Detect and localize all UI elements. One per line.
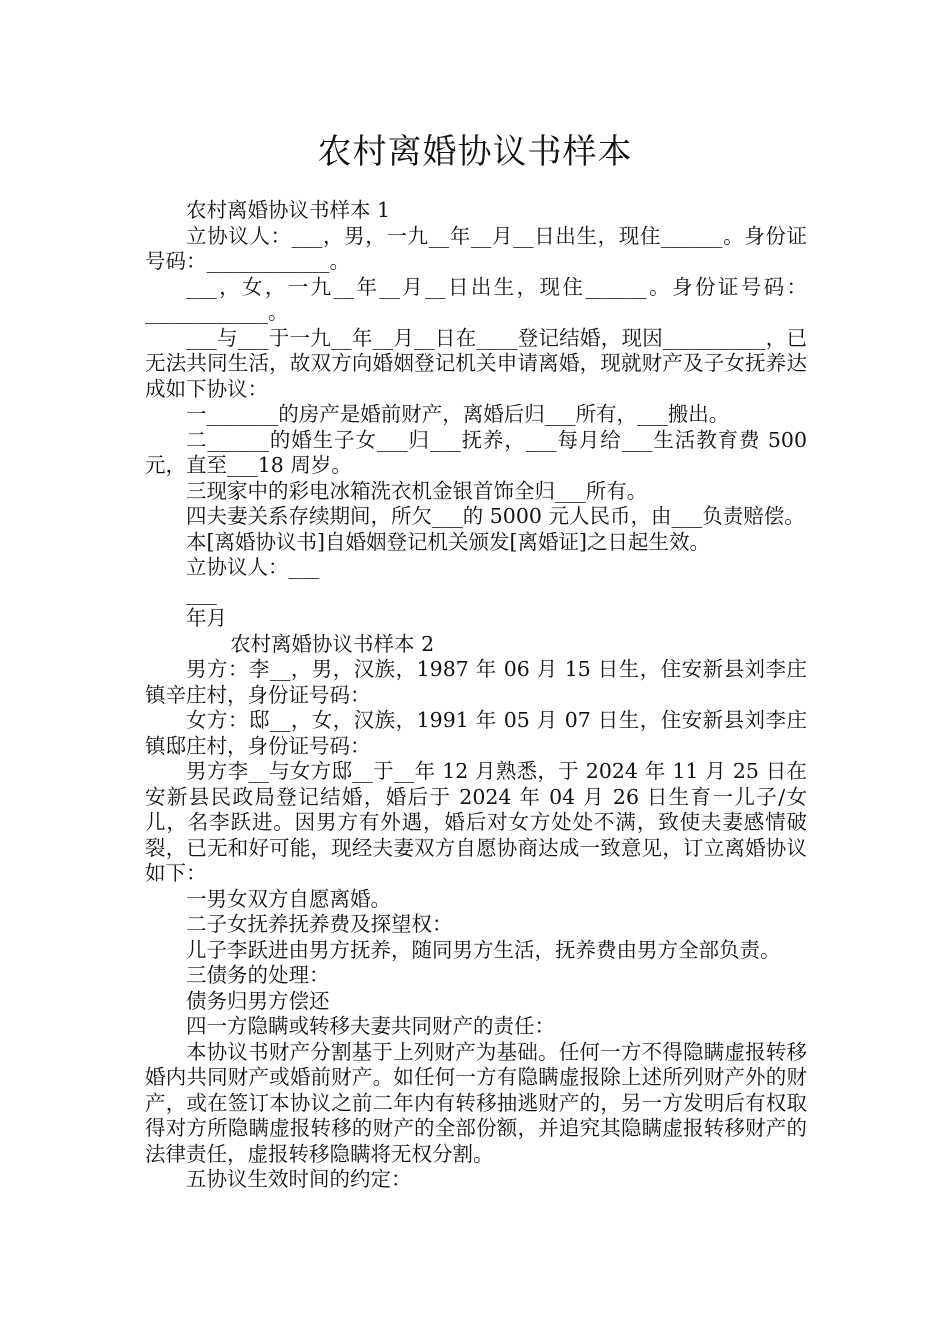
document-title: 农村离婚协议书样本 bbox=[317, 132, 633, 172]
item-2-custody-detail: 儿子李跃进由男方抚养，随同男方生活，抚养费由男方全部负责。 bbox=[186, 937, 781, 962]
signature-line: 立协议人：___ bbox=[186, 555, 320, 579]
date-line: 年月 bbox=[186, 606, 227, 630]
item-2-custody-heading: 二子女抚养抚养费及探望权： bbox=[186, 912, 453, 936]
paragraph-background: 男方李__与女方邸__于__年 12 月熟悉，于 2024 年 11 月 25 日在安新县民政局登记结婚，婚后于 2024 年 04 月 26 日生育一儿子/女儿，名李跃进。因男方有外遇，婚后对女方处处不满，致使夫妻感情破裂，已无和好可能，现经夫妻双方自愿协商达成一致意见，订立离婚协议如下： bbox=[145, 759, 807, 885]
paragraph-husband-info: 男方：李__，男，汉族，1987 年 06 月 15 日生，住安新县刘李庄镇辛庄村，身份证号码： bbox=[145, 657, 807, 707]
section-heading-sample-2: 农村离婚协议书样本 2 bbox=[230, 631, 435, 656]
paragraph-wife-info: 女方：邸__，女，汉族，1991 年 05 月 07 日生，住安新县刘李庄镇邸庄村，身份证号码： bbox=[145, 708, 807, 758]
item-4-concealment-detail: 本协议书财产分割基于上列财产为基础。任何一方不得隐瞒虚报转移婚内共同财产或婚前财产。如任何一方有隐瞒虚报除上述所列财产外的财产，或在签订本协议之前二年内有转移抽逃财产的，另一方发明后有权取得对方所隐瞒虚报转移的财产的全部份额，并追究其隐瞒虚报转移财产的法律责任，虚报转移隐瞒将无权分割。 bbox=[145, 1039, 807, 1166]
signature-blank: ___ bbox=[186, 580, 217, 605]
clause-effective: 本[离婚协议书]自婚姻登记机关颁发[离婚证]之日起生效。 bbox=[186, 529, 710, 554]
clause-2-child-custody: 二______的婚生子女___归___抚养，___每月给___生活教育费 500 元，直至___18 周岁。 bbox=[145, 427, 807, 477]
item-4-concealment-heading: 四一方隐瞒或转移夫妻共同财产的责任： bbox=[186, 1014, 555, 1038]
paragraph-marriage-registration: ___与___于一九__年__月__日在____登记结婚，现因__________，已无法共同生活，故双方向婚姻登记机关申请离婚，现就财产及子女抚养达成如下协议： bbox=[145, 325, 807, 401]
clause-1-property: 一_______的房产是婚前财产，离婚后归___所有，___搬出。 bbox=[186, 402, 730, 426]
item-3-debt-heading: 三债务的处理： bbox=[186, 963, 330, 987]
clause-4-debt: 四夫妻关系存续期间，所欠___的 5000 元人民币，由___负责赔偿。 bbox=[186, 504, 805, 528]
clause-3-household-items: 三现家中的彩电冰箱洗衣机金银首饰全归___所有。 bbox=[186, 478, 648, 503]
item-5-effective-heading: 五协议生效时间的约定： bbox=[186, 1167, 412, 1191]
paragraph-party-male: 立协议人：___，男，一九__年__月__日出生，现住______。身份证号码：____________。 bbox=[145, 223, 807, 273]
item-3-debt-detail: 债务归男方偿还 bbox=[186, 988, 330, 1013]
section-heading-sample-1: 农村离婚协议书样本 1 bbox=[186, 198, 391, 222]
paragraph-party-female: ___，女，一九__年__月__日出生，现住______。身份证号码：____________。 bbox=[145, 274, 807, 324]
item-1-voluntary-divorce: 一男女双方自愿离婚。 bbox=[186, 886, 391, 911]
document-body bbox=[145, 198, 807, 1193]
